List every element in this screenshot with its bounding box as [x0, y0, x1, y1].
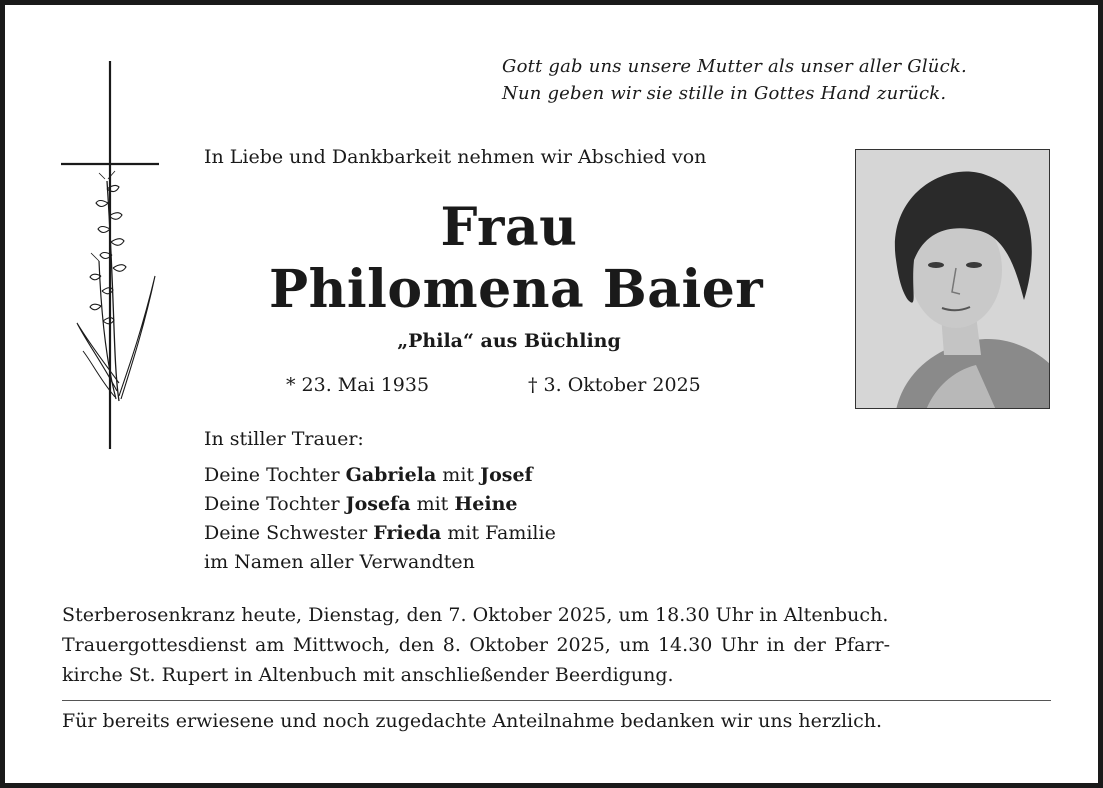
mourner-line: Deine Tochter Gabriela mit Josef	[204, 464, 533, 486]
notice-line-2: Trauergottesdienst am Mittwoch, den 8. Oktober 2025, um 14.30 Uhr in der Pfarr-	[62, 634, 890, 656]
deceased-name: Philomena Baier	[269, 259, 764, 320]
mourner-line: Deine Schwester Frieda mit Familie	[204, 522, 556, 544]
death-date: † 3. Oktober 2025	[528, 374, 701, 396]
intro-text: In Liebe und Dankbarkeit nehmen wir Abschied von	[204, 146, 707, 168]
notice-line-3: kirche St. Rupert in Altenbuch mit anschließender Beerdigung.	[62, 664, 674, 686]
mourner-line: Deine Tochter Josefa mit Heine	[204, 493, 518, 515]
mourner-line: im Namen aller Verwandten	[204, 551, 475, 573]
verse-line-1: Gott gab uns unsere Mutter als unser aller Glück.	[502, 56, 967, 77]
notice-line-1: Sterberosenkranz heute, Dienstag, den 7. Oktober 2025, um 18.30 Uhr in Altenbuch.	[62, 604, 889, 626]
nickname: „Phila“ aus Büchling	[397, 330, 621, 352]
salutation: Frau	[440, 197, 578, 258]
verse-line-2: Nun geben wir sie stille in Gottes Hand zurück.	[502, 83, 947, 104]
divider	[62, 700, 1051, 701]
mourning-intro: In stiller Trauer:	[204, 428, 364, 450]
birth-date: * 23. Mai 1935	[286, 374, 430, 396]
thanks-text: Für bereits erwiesene und noch zugedachte Anteilnahme bedanken wir uns herzlich.	[62, 710, 883, 732]
portrait-photo	[855, 149, 1050, 409]
